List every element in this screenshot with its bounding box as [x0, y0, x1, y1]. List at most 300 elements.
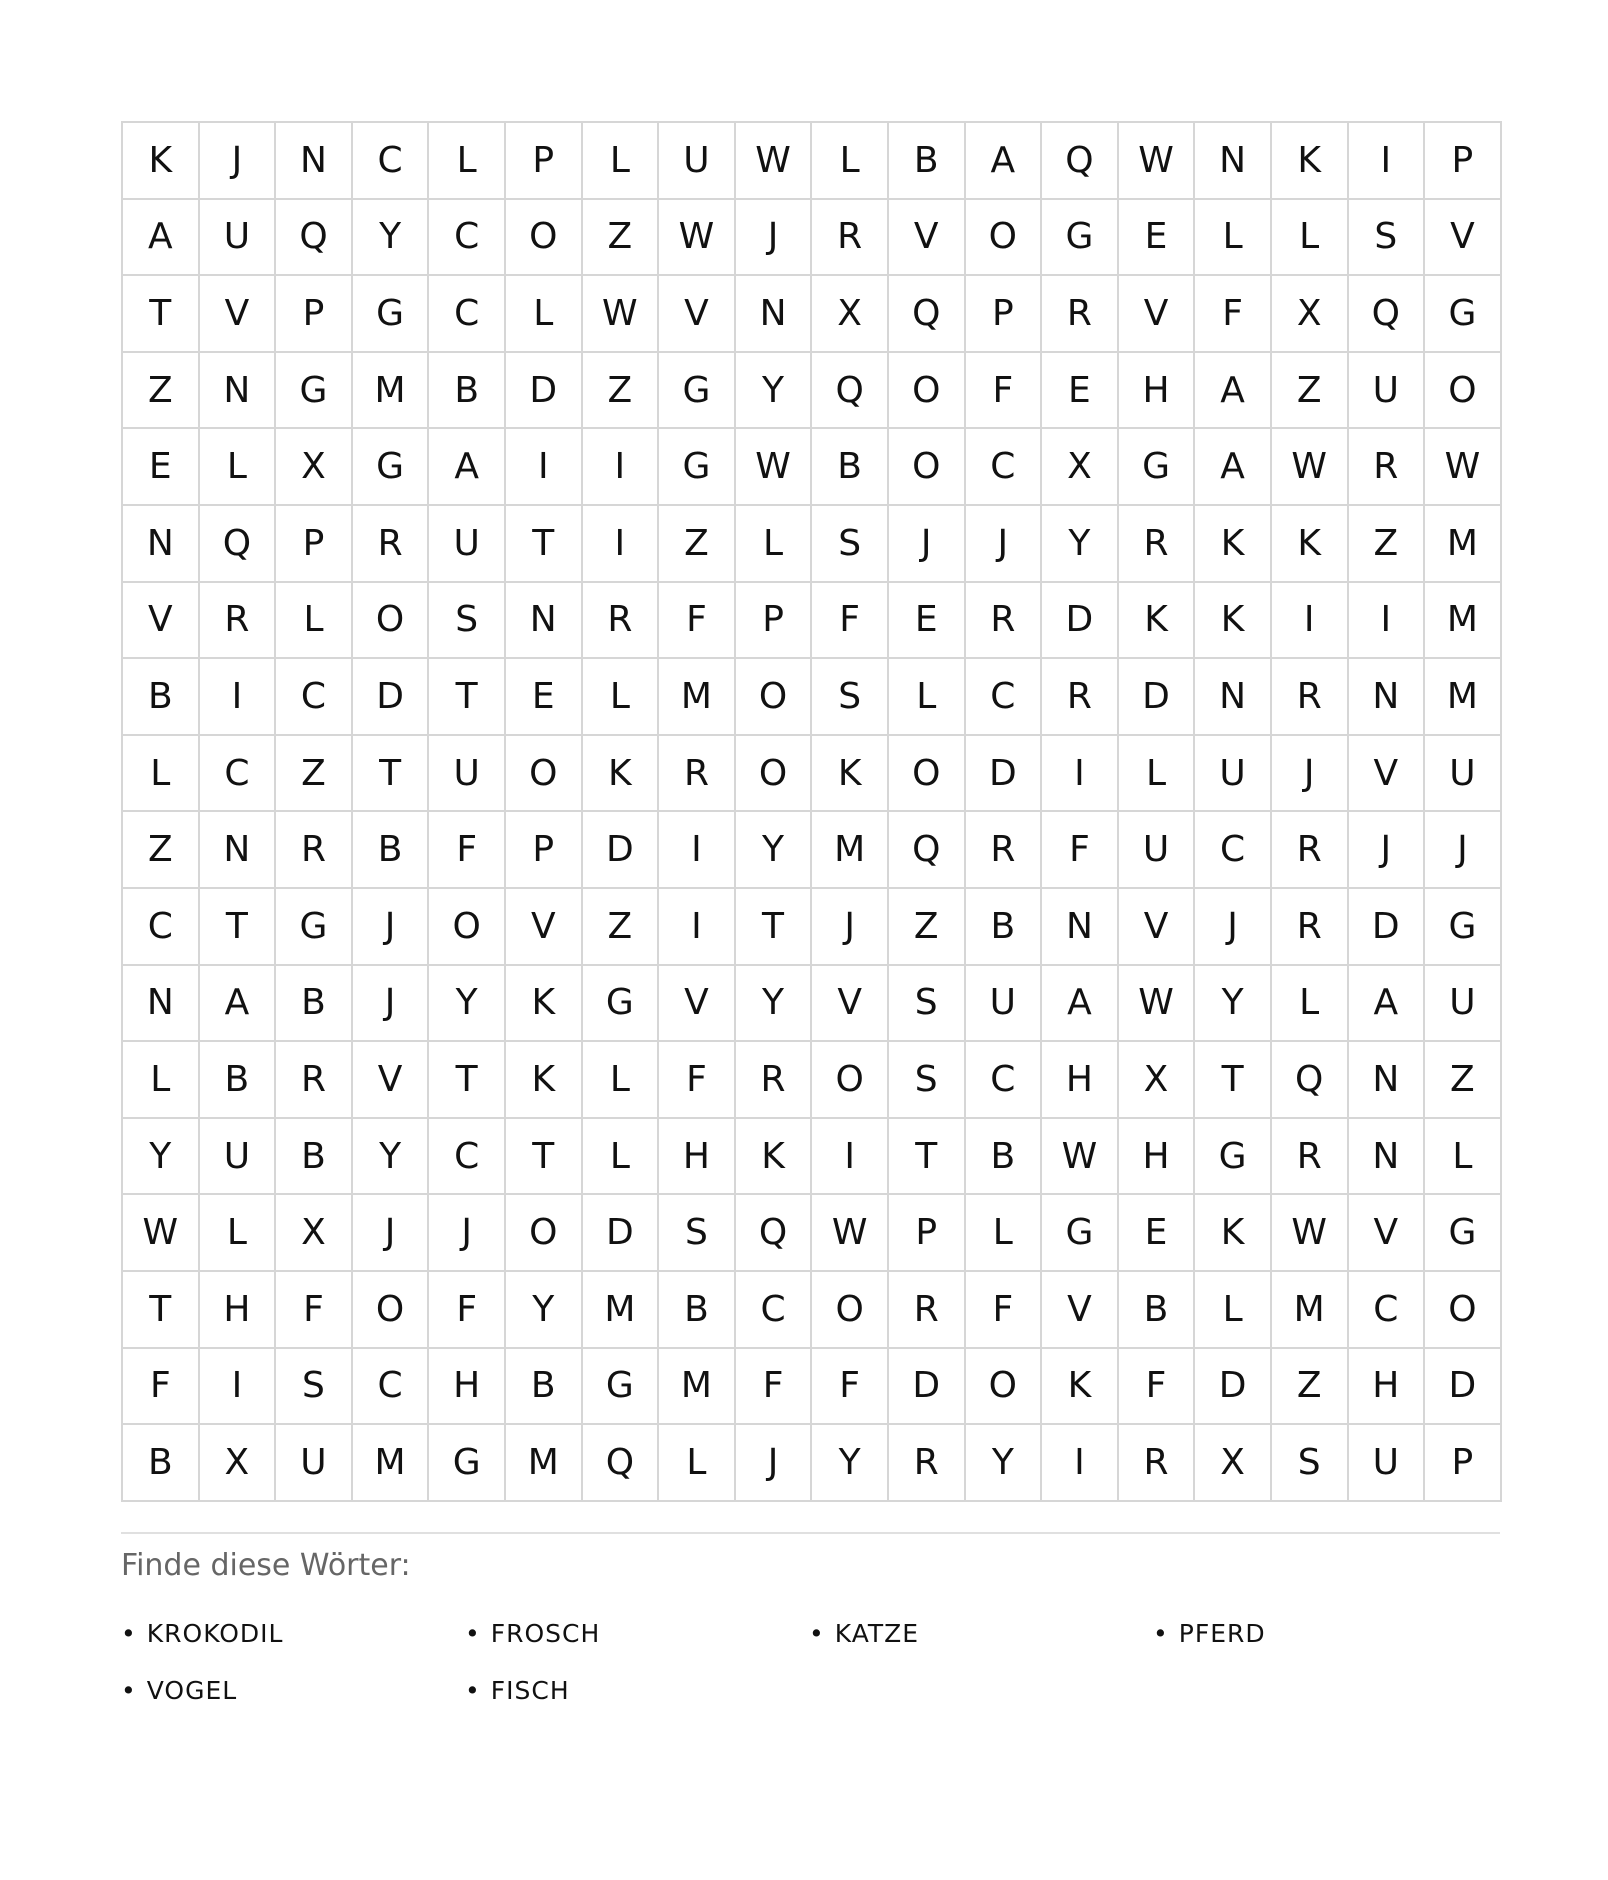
grid-cell[interactable]: P: [889, 1195, 966, 1272]
grid-cell[interactable]: H: [659, 1119, 736, 1196]
grid-cell[interactable]: I: [812, 1119, 889, 1196]
grid-cell[interactable]: M: [1272, 1272, 1349, 1349]
grid-cell[interactable]: Z: [276, 736, 353, 813]
grid-cell[interactable]: C: [736, 1272, 813, 1349]
grid-cell[interactable]: J: [736, 1425, 813, 1502]
grid-cell[interactable]: U: [429, 506, 506, 583]
grid-cell[interactable]: N: [1195, 659, 1272, 736]
grid-cell[interactable]: K: [1042, 1349, 1119, 1426]
grid-cell[interactable]: W: [1272, 1195, 1349, 1272]
grid-cell[interactable]: W: [1119, 966, 1196, 1043]
grid-cell[interactable]: I: [583, 506, 660, 583]
grid-cell[interactable]: L: [812, 123, 889, 200]
grid-cell[interactable]: S: [889, 1042, 966, 1119]
grid-cell[interactable]: L: [123, 1042, 200, 1119]
grid-cell[interactable]: D: [1425, 1349, 1502, 1426]
grid-cell[interactable]: L: [736, 506, 813, 583]
grid-cell[interactable]: X: [812, 276, 889, 353]
grid-cell[interactable]: B: [966, 1119, 1043, 1196]
grid-cell[interactable]: D: [1042, 583, 1119, 660]
grid-cell[interactable]: F: [429, 812, 506, 889]
grid-cell[interactable]: S: [1349, 200, 1426, 277]
grid-cell[interactable]: E: [1119, 200, 1196, 277]
grid-cell[interactable]: L: [889, 659, 966, 736]
grid-cell[interactable]: G: [659, 429, 736, 506]
grid-cell[interactable]: O: [812, 1272, 889, 1349]
grid-cell[interactable]: L: [1119, 736, 1196, 813]
grid-cell[interactable]: H: [429, 1349, 506, 1426]
grid-cell[interactable]: R: [1042, 659, 1119, 736]
grid-cell[interactable]: R: [1119, 1425, 1196, 1502]
grid-cell[interactable]: N: [1195, 123, 1272, 200]
grid-cell[interactable]: U: [1349, 353, 1426, 430]
grid-cell[interactable]: R: [583, 583, 660, 660]
grid-cell[interactable]: V: [812, 966, 889, 1043]
grid-cell[interactable]: R: [1349, 429, 1426, 506]
grid-cell[interactable]: D: [1195, 1349, 1272, 1426]
grid-cell[interactable]: G: [583, 1349, 660, 1426]
grid-cell[interactable]: S: [1272, 1425, 1349, 1502]
grid-cell[interactable]: W: [1272, 429, 1349, 506]
grid-cell[interactable]: Z: [1272, 353, 1349, 430]
grid-cell[interactable]: R: [889, 1425, 966, 1502]
grid-cell[interactable]: P: [966, 276, 1043, 353]
grid-cell[interactable]: M: [659, 659, 736, 736]
grid-cell[interactable]: I: [1349, 123, 1426, 200]
grid-cell[interactable]: P: [506, 123, 583, 200]
grid-cell[interactable]: V: [659, 966, 736, 1043]
grid-cell[interactable]: J: [1195, 889, 1272, 966]
grid-cell[interactable]: L: [583, 1042, 660, 1119]
grid-cell[interactable]: O: [429, 889, 506, 966]
grid-cell[interactable]: L: [276, 583, 353, 660]
grid-cell[interactable]: A: [123, 200, 200, 277]
grid-cell[interactable]: K: [1119, 583, 1196, 660]
grid-cell[interactable]: R: [1042, 276, 1119, 353]
grid-cell[interactable]: N: [276, 123, 353, 200]
grid-cell[interactable]: Y: [736, 353, 813, 430]
grid-cell[interactable]: O: [966, 1349, 1043, 1426]
grid-cell[interactable]: Z: [583, 353, 660, 430]
grid-cell[interactable]: A: [429, 429, 506, 506]
grid-cell[interactable]: J: [1349, 812, 1426, 889]
grid-cell[interactable]: C: [1195, 812, 1272, 889]
grid-cell[interactable]: B: [966, 889, 1043, 966]
grid-cell[interactable]: N: [1349, 1119, 1426, 1196]
grid-cell[interactable]: C: [276, 659, 353, 736]
grid-cell[interactable]: R: [966, 583, 1043, 660]
grid-cell[interactable]: U: [1349, 1425, 1426, 1502]
grid-cell[interactable]: E: [123, 429, 200, 506]
grid-cell[interactable]: B: [123, 1425, 200, 1502]
grid-cell[interactable]: W: [736, 429, 813, 506]
grid-cell[interactable]: Z: [1349, 506, 1426, 583]
grid-cell[interactable]: H: [1119, 1119, 1196, 1196]
grid-cell[interactable]: O: [736, 659, 813, 736]
grid-cell[interactable]: F: [736, 1349, 813, 1426]
grid-cell[interactable]: W: [1425, 429, 1502, 506]
grid-cell[interactable]: O: [812, 1042, 889, 1119]
grid-cell[interactable]: C: [1349, 1272, 1426, 1349]
grid-cell[interactable]: Z: [583, 200, 660, 277]
grid-cell[interactable]: B: [506, 1349, 583, 1426]
grid-cell[interactable]: J: [966, 506, 1043, 583]
grid-cell[interactable]: H: [1119, 353, 1196, 430]
grid-cell[interactable]: U: [659, 123, 736, 200]
grid-cell[interactable]: Y: [353, 1119, 430, 1196]
grid-cell[interactable]: W: [659, 200, 736, 277]
grid-cell[interactable]: Z: [889, 889, 966, 966]
grid-cell[interactable]: M: [1425, 506, 1502, 583]
grid-cell[interactable]: Y: [123, 1119, 200, 1196]
grid-cell[interactable]: X: [1195, 1425, 1272, 1502]
grid-cell[interactable]: J: [353, 1195, 430, 1272]
grid-cell[interactable]: X: [200, 1425, 277, 1502]
grid-cell[interactable]: M: [353, 1425, 430, 1502]
grid-cell[interactable]: F: [429, 1272, 506, 1349]
grid-cell[interactable]: L: [1272, 966, 1349, 1043]
grid-cell[interactable]: V: [506, 889, 583, 966]
grid-cell[interactable]: J: [353, 889, 430, 966]
grid-cell[interactable]: D: [506, 353, 583, 430]
grid-cell[interactable]: F: [1195, 276, 1272, 353]
grid-cell[interactable]: Y: [506, 1272, 583, 1349]
grid-cell[interactable]: L: [506, 276, 583, 353]
grid-cell[interactable]: I: [583, 429, 660, 506]
grid-cell[interactable]: R: [1272, 812, 1349, 889]
grid-cell[interactable]: E: [506, 659, 583, 736]
grid-cell[interactable]: A: [1042, 966, 1119, 1043]
grid-cell[interactable]: G: [1042, 1195, 1119, 1272]
grid-cell[interactable]: D: [583, 1195, 660, 1272]
grid-cell[interactable]: A: [1195, 429, 1272, 506]
grid-cell[interactable]: M: [812, 812, 889, 889]
grid-cell[interactable]: D: [889, 1349, 966, 1426]
grid-cell[interactable]: G: [276, 353, 353, 430]
grid-cell[interactable]: Q: [200, 506, 277, 583]
grid-cell[interactable]: D: [583, 812, 660, 889]
grid-cell[interactable]: I: [506, 429, 583, 506]
grid-cell[interactable]: N: [200, 353, 277, 430]
grid-cell[interactable]: U: [200, 1119, 277, 1196]
grid-cell[interactable]: G: [353, 429, 430, 506]
grid-cell[interactable]: G: [353, 276, 430, 353]
grid-cell[interactable]: V: [889, 200, 966, 277]
grid-cell[interactable]: W: [736, 123, 813, 200]
grid-cell[interactable]: O: [353, 583, 430, 660]
grid-cell[interactable]: C: [123, 889, 200, 966]
grid-cell[interactable]: M: [1425, 583, 1502, 660]
grid-cell[interactable]: F: [966, 353, 1043, 430]
grid-cell[interactable]: I: [1042, 736, 1119, 813]
grid-cell[interactable]: U: [429, 736, 506, 813]
grid-cell[interactable]: F: [123, 1349, 200, 1426]
grid-cell[interactable]: V: [659, 276, 736, 353]
grid-cell[interactable]: Q: [276, 200, 353, 277]
grid-cell[interactable]: L: [583, 659, 660, 736]
grid-cell[interactable]: C: [966, 429, 1043, 506]
grid-cell[interactable]: B: [429, 353, 506, 430]
grid-cell[interactable]: P: [1425, 123, 1502, 200]
grid-cell[interactable]: K: [1272, 506, 1349, 583]
grid-cell[interactable]: Q: [889, 276, 966, 353]
grid-cell[interactable]: V: [1349, 736, 1426, 813]
grid-cell[interactable]: Y: [1042, 506, 1119, 583]
grid-cell[interactable]: Q: [889, 812, 966, 889]
grid-cell[interactable]: R: [1119, 506, 1196, 583]
grid-cell[interactable]: H: [200, 1272, 277, 1349]
grid-cell[interactable]: U: [966, 966, 1043, 1043]
grid-cell[interactable]: L: [1425, 1119, 1502, 1196]
grid-cell[interactable]: V: [1119, 889, 1196, 966]
grid-cell[interactable]: R: [1272, 659, 1349, 736]
grid-cell[interactable]: O: [506, 1195, 583, 1272]
grid-cell[interactable]: R: [200, 583, 277, 660]
grid-cell[interactable]: S: [659, 1195, 736, 1272]
grid-cell[interactable]: V: [123, 583, 200, 660]
grid-cell[interactable]: L: [583, 123, 660, 200]
grid-cell[interactable]: L: [1272, 200, 1349, 277]
grid-cell[interactable]: W: [123, 1195, 200, 1272]
grid-cell[interactable]: R: [276, 812, 353, 889]
grid-cell[interactable]: K: [1195, 506, 1272, 583]
grid-cell[interactable]: O: [889, 353, 966, 430]
grid-cell[interactable]: G: [583, 966, 660, 1043]
grid-cell[interactable]: R: [889, 1272, 966, 1349]
grid-cell[interactable]: M: [583, 1272, 660, 1349]
grid-cell[interactable]: Y: [353, 200, 430, 277]
grid-cell[interactable]: S: [276, 1349, 353, 1426]
grid-cell[interactable]: X: [1042, 429, 1119, 506]
grid-cell[interactable]: H: [1042, 1042, 1119, 1119]
grid-cell[interactable]: P: [276, 276, 353, 353]
grid-cell[interactable]: K: [506, 1042, 583, 1119]
grid-cell[interactable]: K: [812, 736, 889, 813]
grid-cell[interactable]: L: [200, 1195, 277, 1272]
grid-cell[interactable]: L: [1195, 1272, 1272, 1349]
grid-cell[interactable]: I: [659, 889, 736, 966]
grid-cell[interactable]: J: [812, 889, 889, 966]
grid-cell[interactable]: B: [812, 429, 889, 506]
grid-cell[interactable]: U: [1425, 966, 1502, 1043]
grid-cell[interactable]: O: [736, 736, 813, 813]
grid-cell[interactable]: S: [812, 506, 889, 583]
grid-cell[interactable]: Y: [812, 1425, 889, 1502]
grid-cell[interactable]: I: [1272, 583, 1349, 660]
grid-cell[interactable]: I: [200, 1349, 277, 1426]
grid-cell[interactable]: O: [889, 429, 966, 506]
grid-cell[interactable]: Y: [1195, 966, 1272, 1043]
grid-cell[interactable]: L: [200, 429, 277, 506]
grid-cell[interactable]: F: [659, 583, 736, 660]
grid-cell[interactable]: Z: [123, 353, 200, 430]
grid-cell[interactable]: P: [276, 506, 353, 583]
grid-cell[interactable]: N: [1349, 1042, 1426, 1119]
grid-cell[interactable]: F: [812, 1349, 889, 1426]
grid-cell[interactable]: H: [1349, 1349, 1426, 1426]
grid-cell[interactable]: T: [506, 1119, 583, 1196]
grid-cell[interactable]: W: [1119, 123, 1196, 200]
grid-cell[interactable]: C: [429, 276, 506, 353]
grid-cell[interactable]: S: [429, 583, 506, 660]
grid-cell[interactable]: L: [659, 1425, 736, 1502]
grid-cell[interactable]: X: [276, 429, 353, 506]
grid-cell[interactable]: Q: [1272, 1042, 1349, 1119]
grid-cell[interactable]: C: [200, 736, 277, 813]
grid-cell[interactable]: T: [429, 1042, 506, 1119]
grid-cell[interactable]: V: [1042, 1272, 1119, 1349]
grid-cell[interactable]: J: [1272, 736, 1349, 813]
grid-cell[interactable]: L: [583, 1119, 660, 1196]
grid-cell[interactable]: J: [200, 123, 277, 200]
grid-cell[interactable]: A: [1195, 353, 1272, 430]
grid-cell[interactable]: V: [1425, 200, 1502, 277]
grid-cell[interactable]: Q: [1042, 123, 1119, 200]
grid-cell[interactable]: T: [123, 276, 200, 353]
grid-cell[interactable]: K: [736, 1119, 813, 1196]
grid-cell[interactable]: R: [966, 812, 1043, 889]
grid-cell[interactable]: K: [1195, 583, 1272, 660]
grid-cell[interactable]: J: [429, 1195, 506, 1272]
grid-cell[interactable]: O: [889, 736, 966, 813]
grid-cell[interactable]: D: [1119, 659, 1196, 736]
grid-cell[interactable]: J: [1425, 812, 1502, 889]
grid-cell[interactable]: K: [1272, 123, 1349, 200]
grid-cell[interactable]: N: [1349, 659, 1426, 736]
grid-cell[interactable]: Z: [1272, 1349, 1349, 1426]
grid-cell[interactable]: G: [429, 1425, 506, 1502]
grid-cell[interactable]: C: [429, 200, 506, 277]
grid-cell[interactable]: F: [1042, 812, 1119, 889]
grid-cell[interactable]: Q: [812, 353, 889, 430]
grid-cell[interactable]: B: [200, 1042, 277, 1119]
grid-cell[interactable]: G: [1119, 429, 1196, 506]
grid-cell[interactable]: G: [276, 889, 353, 966]
grid-cell[interactable]: B: [276, 1119, 353, 1196]
grid-cell[interactable]: U: [1195, 736, 1272, 813]
grid-cell[interactable]: P: [506, 812, 583, 889]
grid-cell[interactable]: B: [889, 123, 966, 200]
grid-cell[interactable]: R: [659, 736, 736, 813]
grid-cell[interactable]: T: [889, 1119, 966, 1196]
grid-cell[interactable]: T: [736, 889, 813, 966]
grid-cell[interactable]: T: [506, 506, 583, 583]
grid-cell[interactable]: O: [1425, 1272, 1502, 1349]
grid-cell[interactable]: J: [353, 966, 430, 1043]
grid-cell[interactable]: F: [966, 1272, 1043, 1349]
grid-cell[interactable]: D: [966, 736, 1043, 813]
grid-cell[interactable]: Y: [966, 1425, 1043, 1502]
grid-cell[interactable]: I: [200, 659, 277, 736]
grid-cell[interactable]: N: [736, 276, 813, 353]
grid-cell[interactable]: N: [123, 506, 200, 583]
grid-cell[interactable]: Z: [583, 889, 660, 966]
grid-cell[interactable]: F: [659, 1042, 736, 1119]
grid-cell[interactable]: G: [1042, 200, 1119, 277]
grid-cell[interactable]: O: [506, 200, 583, 277]
grid-cell[interactable]: N: [1042, 889, 1119, 966]
grid-cell[interactable]: U: [1119, 812, 1196, 889]
grid-cell[interactable]: U: [200, 200, 277, 277]
grid-cell[interactable]: E: [1042, 353, 1119, 430]
grid-cell[interactable]: G: [1425, 889, 1502, 966]
grid-cell[interactable]: V: [1349, 1195, 1426, 1272]
grid-cell[interactable]: J: [736, 200, 813, 277]
grid-cell[interactable]: V: [353, 1042, 430, 1119]
grid-cell[interactable]: K: [506, 966, 583, 1043]
grid-cell[interactable]: G: [1425, 1195, 1502, 1272]
grid-cell[interactable]: N: [200, 812, 277, 889]
grid-cell[interactable]: O: [1425, 353, 1502, 430]
grid-cell[interactable]: I: [1042, 1425, 1119, 1502]
grid-cell[interactable]: R: [353, 506, 430, 583]
grid-cell[interactable]: M: [353, 353, 430, 430]
grid-cell[interactable]: R: [812, 200, 889, 277]
grid-cell[interactable]: N: [123, 966, 200, 1043]
grid-cell[interactable]: D: [1349, 889, 1426, 966]
grid-cell[interactable]: O: [353, 1272, 430, 1349]
grid-cell[interactable]: T: [353, 736, 430, 813]
grid-cell[interactable]: W: [583, 276, 660, 353]
grid-cell[interactable]: L: [429, 123, 506, 200]
grid-cell[interactable]: M: [1425, 659, 1502, 736]
grid-cell[interactable]: Q: [736, 1195, 813, 1272]
grid-cell[interactable]: Q: [1349, 276, 1426, 353]
grid-cell[interactable]: Y: [736, 966, 813, 1043]
grid-cell[interactable]: R: [1272, 889, 1349, 966]
grid-cell[interactable]: W: [1042, 1119, 1119, 1196]
grid-cell[interactable]: Y: [429, 966, 506, 1043]
grid-cell[interactable]: N: [506, 583, 583, 660]
grid-cell[interactable]: G: [1195, 1119, 1272, 1196]
grid-cell[interactable]: B: [123, 659, 200, 736]
grid-cell[interactable]: R: [276, 1042, 353, 1119]
grid-cell[interactable]: T: [1195, 1042, 1272, 1119]
grid-cell[interactable]: E: [1119, 1195, 1196, 1272]
grid-cell[interactable]: R: [1272, 1119, 1349, 1196]
grid-cell[interactable]: B: [659, 1272, 736, 1349]
grid-cell[interactable]: Q: [583, 1425, 660, 1502]
grid-cell[interactable]: M: [659, 1349, 736, 1426]
grid-cell[interactable]: L: [123, 736, 200, 813]
grid-cell[interactable]: Z: [1425, 1042, 1502, 1119]
grid-cell[interactable]: L: [966, 1195, 1043, 1272]
grid-cell[interactable]: K: [1195, 1195, 1272, 1272]
grid-cell[interactable]: K: [123, 123, 200, 200]
grid-cell[interactable]: U: [1425, 736, 1502, 813]
grid-cell[interactable]: T: [200, 889, 277, 966]
grid-cell[interactable]: R: [736, 1042, 813, 1119]
grid-cell[interactable]: B: [1119, 1272, 1196, 1349]
grid-cell[interactable]: U: [276, 1425, 353, 1502]
grid-cell[interactable]: S: [889, 966, 966, 1043]
grid-cell[interactable]: F: [1119, 1349, 1196, 1426]
grid-cell[interactable]: X: [276, 1195, 353, 1272]
grid-cell[interactable]: M: [506, 1425, 583, 1502]
grid-cell[interactable]: C: [429, 1119, 506, 1196]
grid-cell[interactable]: V: [1119, 276, 1196, 353]
grid-cell[interactable]: W: [812, 1195, 889, 1272]
grid-cell[interactable]: E: [889, 583, 966, 660]
grid-cell[interactable]: C: [353, 123, 430, 200]
grid-cell[interactable]: T: [429, 659, 506, 736]
grid-cell[interactable]: C: [353, 1349, 430, 1426]
grid-cell[interactable]: F: [812, 583, 889, 660]
grid-cell[interactable]: I: [659, 812, 736, 889]
grid-cell[interactable]: O: [966, 200, 1043, 277]
grid-cell[interactable]: G: [1425, 276, 1502, 353]
grid-cell[interactable]: J: [889, 506, 966, 583]
